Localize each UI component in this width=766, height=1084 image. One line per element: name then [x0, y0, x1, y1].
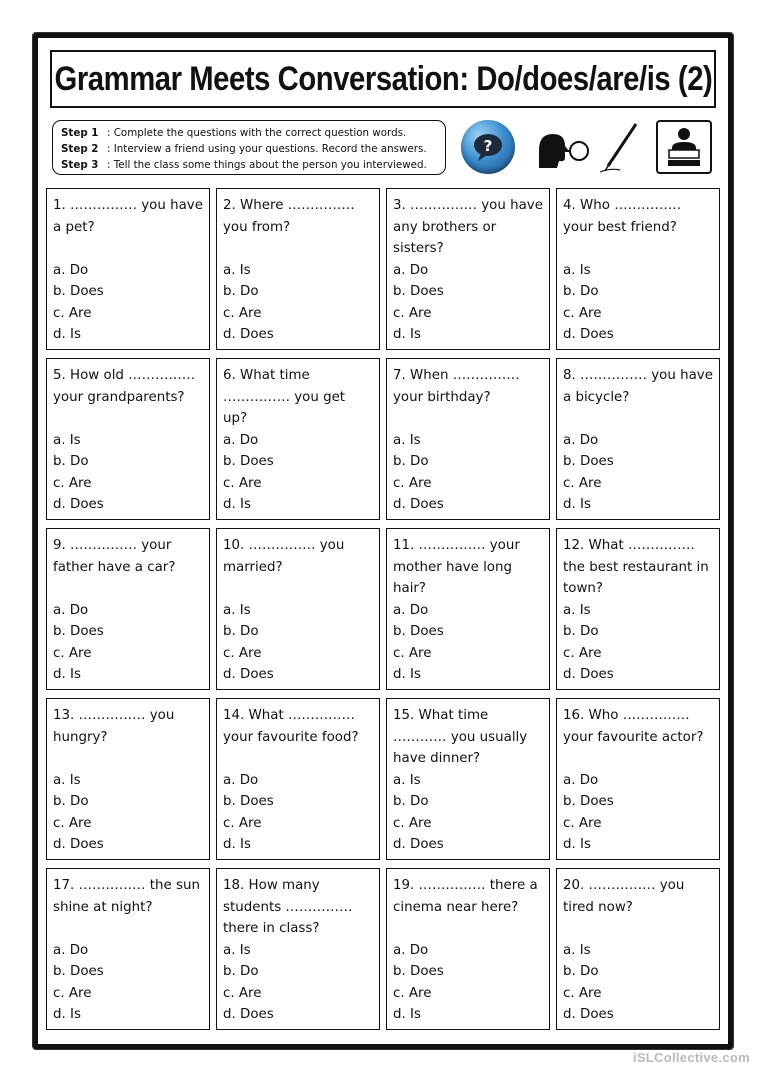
- option-a: a. Is: [563, 942, 591, 958]
- option-a: a. Is: [563, 262, 591, 278]
- step-1: [61, 125, 437, 141]
- option-a: a. Do: [223, 772, 259, 788]
- question-text: 12. What …………… the best restaurant in town?: [563, 538, 709, 596]
- option-a: a. Do: [393, 942, 429, 958]
- option-c: c. Are: [223, 985, 262, 1001]
- option-d: d. Does: [563, 327, 614, 342]
- option-b: b. Does: [393, 284, 444, 299]
- svg-text:?: ?: [483, 137, 493, 155]
- option-c: c. Are: [563, 305, 602, 321]
- option-b: b. Does: [563, 794, 614, 809]
- option-a: a. Do: [223, 432, 259, 448]
- option-d: d. Does: [223, 327, 274, 342]
- option-a: a. Is: [393, 432, 421, 448]
- option-b: b. Does: [223, 794, 274, 809]
- option-a: a. Do: [563, 432, 599, 448]
- option-c: c. Are: [393, 475, 432, 491]
- option-c: c. Are: [393, 985, 432, 1001]
- question-text: 10. …………… you married?: [223, 538, 345, 575]
- question-text: 9. …………… your father have a car?: [53, 538, 176, 575]
- question-card: [556, 188, 720, 350]
- question-text: 13. …………… you hungry?: [53, 708, 175, 745]
- option-c: c. Are: [223, 815, 262, 831]
- question-text: 8. …………… you have a bicycle?: [563, 368, 713, 405]
- option-b: b. Do: [223, 624, 259, 639]
- option-a: a. Do: [563, 772, 599, 788]
- option-d: d. Is: [393, 1007, 421, 1022]
- question-text: 4. Who …………… your best friend?: [563, 198, 682, 235]
- option-b: b. Does: [223, 454, 274, 469]
- question-card: [216, 698, 380, 860]
- question-text: 3. …………… you have any brothers or sisters?: [393, 198, 543, 256]
- option-a: a. Do: [53, 262, 89, 278]
- option-c: c. Are: [53, 815, 92, 831]
- question-card: [46, 188, 210, 350]
- step-text: : Complete the questions with the correct question words.: [107, 127, 407, 139]
- teacher-reading-icon: [656, 120, 712, 174]
- question-card: [216, 528, 380, 690]
- option-d: d. Does: [223, 1007, 274, 1022]
- question-text: 2. Where …………… you from?: [223, 198, 355, 235]
- question-bubble-icon: [461, 120, 515, 174]
- step-3: [61, 157, 437, 173]
- option-d: d. Does: [393, 497, 444, 512]
- question-text: 11. …………… your mother have long hair?: [393, 538, 520, 596]
- question-text: 19. …………… there a cinema near here?: [393, 878, 538, 915]
- option-a: a. Do: [393, 262, 429, 278]
- option-c: c. Are: [393, 815, 432, 831]
- question-text: 1. …………… you have a pet?: [53, 198, 203, 235]
- option-a: a. Is: [53, 772, 81, 788]
- step-label: Step 1: [61, 127, 99, 139]
- question-card: [386, 358, 550, 520]
- question-card: [46, 698, 210, 860]
- option-d: d. Is: [563, 837, 591, 852]
- step-text: : Tell the class some things about the person you interviewed.: [107, 159, 427, 171]
- question-card: [216, 358, 380, 520]
- option-a: a. Do: [53, 942, 89, 958]
- option-a: a. Do: [393, 602, 429, 618]
- option-d: d. Does: [563, 1007, 614, 1022]
- question-text: 14. What …………… your favourite food?: [223, 708, 359, 745]
- question-text: 5. How old …………… your grandparents?: [53, 368, 196, 405]
- option-b: b. Do: [393, 454, 429, 469]
- option-c: c. Are: [223, 305, 262, 321]
- option-b: b. Do: [53, 794, 89, 809]
- option-c: c. Are: [393, 305, 432, 321]
- option-d: d. Is: [53, 327, 81, 342]
- question-card: [46, 528, 210, 690]
- question-card: [216, 868, 380, 1030]
- option-b: b. Does: [53, 624, 104, 639]
- option-c: c. Are: [563, 645, 602, 661]
- option-d: d. Is: [223, 837, 251, 852]
- step-2: [61, 141, 437, 157]
- option-b: b. Do: [563, 624, 599, 639]
- option-b: b. Do: [563, 284, 599, 299]
- option-d: d. Is: [393, 667, 421, 682]
- question-text: 20. …………… you tired now?: [563, 878, 685, 915]
- option-b: b. Do: [223, 964, 259, 979]
- question-card: [556, 868, 720, 1030]
- option-b: b. Does: [53, 284, 104, 299]
- option-a: a. Is: [223, 602, 251, 618]
- title-box: [50, 50, 716, 108]
- question-card: [386, 188, 550, 350]
- option-a: a. Is: [563, 602, 591, 618]
- page-title: Grammar Meets Conversation: Do/does/are/is (2): [54, 59, 712, 98]
- option-d: d. Does: [223, 667, 274, 682]
- option-a: a. Is: [223, 262, 251, 278]
- option-d: d. Does: [53, 497, 104, 512]
- step-label: Step 3: [61, 159, 99, 171]
- option-c: c. Are: [393, 645, 432, 661]
- question-card: [386, 698, 550, 860]
- question-card: [386, 528, 550, 690]
- option-d: d. Is: [53, 667, 81, 682]
- option-c: c. Are: [563, 815, 602, 831]
- option-c: c. Are: [53, 645, 92, 661]
- option-c: c. Are: [53, 305, 92, 321]
- question-text: 17. …………… the sun shine at night?: [53, 878, 200, 915]
- option-b: b. Does: [393, 624, 444, 639]
- speaking-head-icon: [535, 120, 595, 174]
- question-text: 16. Who …………… your favourite actor?: [563, 708, 704, 745]
- step-label: Step 2: [61, 143, 99, 155]
- option-d: d. Is: [223, 497, 251, 512]
- option-c: c. Are: [53, 985, 92, 1001]
- option-c: c. Are: [223, 645, 262, 661]
- instructions-box: [52, 120, 446, 175]
- option-b: b. Does: [563, 454, 614, 469]
- option-d: d. Is: [563, 497, 591, 512]
- question-card: [46, 358, 210, 520]
- question-text: 18. How many students …………… there in class?: [223, 878, 353, 936]
- option-c: c. Are: [223, 475, 262, 491]
- question-card: [556, 358, 720, 520]
- question-text: 15. What time ………… you usually have dinner?: [393, 708, 528, 766]
- question-card: [386, 868, 550, 1030]
- option-a: a. Is: [223, 942, 251, 958]
- pen-icon: [598, 120, 642, 174]
- option-d: d. Is: [393, 327, 421, 342]
- question-card: [556, 528, 720, 690]
- option-d: d. Does: [563, 667, 614, 682]
- option-b: b. Does: [393, 964, 444, 979]
- option-c: c. Are: [563, 475, 602, 491]
- option-c: c. Are: [563, 985, 602, 1001]
- option-a: a. Do: [53, 602, 89, 618]
- option-d: d. Does: [53, 837, 104, 852]
- watermark: iSLCollective.com: [632, 1050, 750, 1065]
- question-card: [46, 868, 210, 1030]
- option-b: b. Do: [563, 964, 599, 979]
- question-text: 7. When …………… your birthday?: [393, 368, 520, 405]
- question-text: 6. What time …………… you get up?: [223, 368, 346, 426]
- question-card: [556, 698, 720, 860]
- option-d: d. Does: [393, 837, 444, 852]
- option-b: b. Does: [53, 964, 104, 979]
- option-b: b. Do: [393, 794, 429, 809]
- option-b: b. Do: [223, 284, 259, 299]
- option-a: a. Is: [393, 772, 421, 788]
- question-card: [216, 188, 380, 350]
- option-a: a. Is: [53, 432, 81, 448]
- step-text: : Interview a friend using your questions. Record the answers.: [107, 143, 427, 155]
- option-d: d. Is: [53, 1007, 81, 1022]
- option-b: b. Do: [53, 454, 89, 469]
- option-c: c. Are: [53, 475, 92, 491]
